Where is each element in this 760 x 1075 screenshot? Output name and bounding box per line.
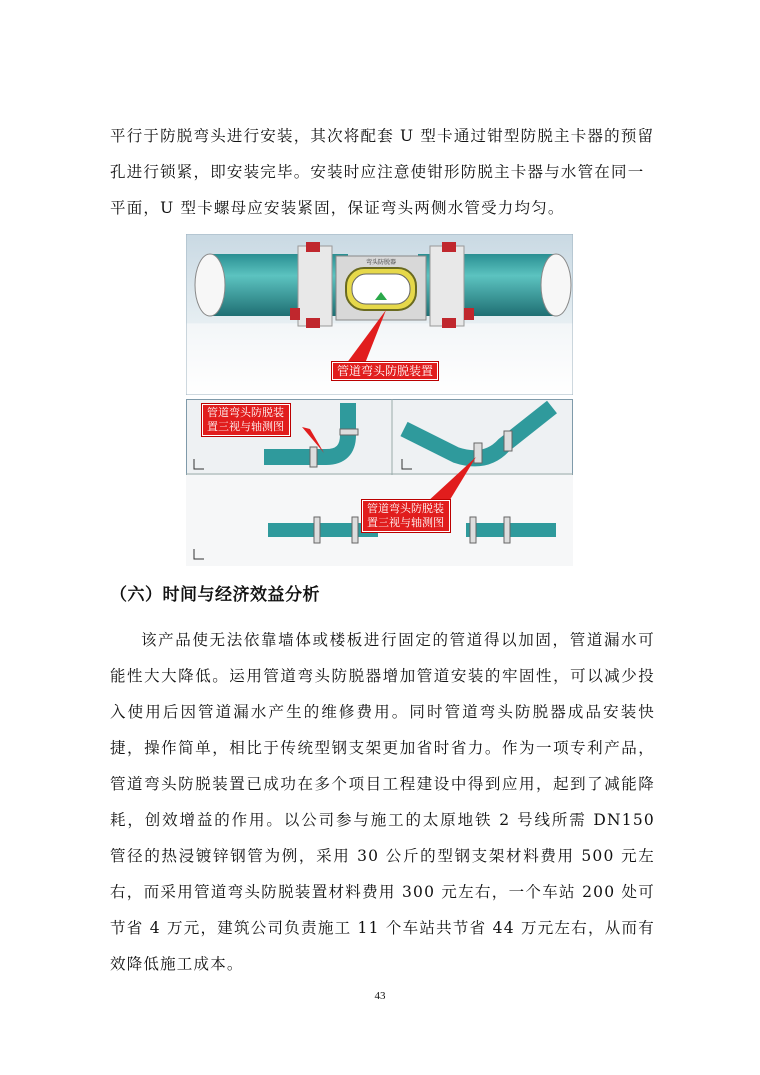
section-body — [110, 622, 655, 982]
pipe-elbow-figure — [186, 234, 573, 566]
top-callout: 管道弯头防脱装置 — [332, 362, 438, 380]
section-body-text: 该产品使无法依靠墙体或楼板进行固定的管道得以加固，管道漏水可能性大大降低。运用管道弯头防脱器增加管道安装的牢固性，可以减少投入使用后因管道漏水产生的维修费用。同时管道弯头防脱器成品安装快捷，操作简单，相比于传统型钢支架更加省时省力。作为一项专利产品，管道弯头防脱装置已成功在多个项目工程建设中得到应用，起到了减能降耗，创效增益的作用。以公司参与施工的太原地铁 2 号线所需 DN150 管径的热浸镀锌钢管为例，采用 30 公斤的型钢支架材料费用 500 元左右，而采用管道弯头防脱装置材料费用 300 元左右，一个车站 200 处可节省 4 万元，建筑公司负责施工 11 个车站共节省 44 万元左右，从而有效降低施工成本。 — [110, 631, 655, 973]
section-heading: （六）时间与经济效益分析 — [110, 585, 320, 605]
intro-paragraph — [110, 118, 655, 226]
intro-line: 平面，U 型卡螺母应安装紧固，保证弯头两侧水管受力均匀。 — [110, 199, 565, 217]
device-label: 弯头防脱器 — [365, 259, 397, 266]
left-callout: 管道弯头防脱装置三视与轴测图 — [202, 404, 290, 436]
intro-line: 孔进行锁紧，即安装完毕。安装时应注意使钳形防脱主卡器与水管在同一 — [110, 163, 645, 181]
right-callout: 管道弯头防脱装置三视与轴测图 — [362, 500, 450, 532]
intro-line: 平行于防脱弯头进行安装，其次将配套 U 型卡通过钳型防脱主卡器的预留 — [110, 127, 655, 145]
page-number: 43 — [374, 990, 386, 1002]
